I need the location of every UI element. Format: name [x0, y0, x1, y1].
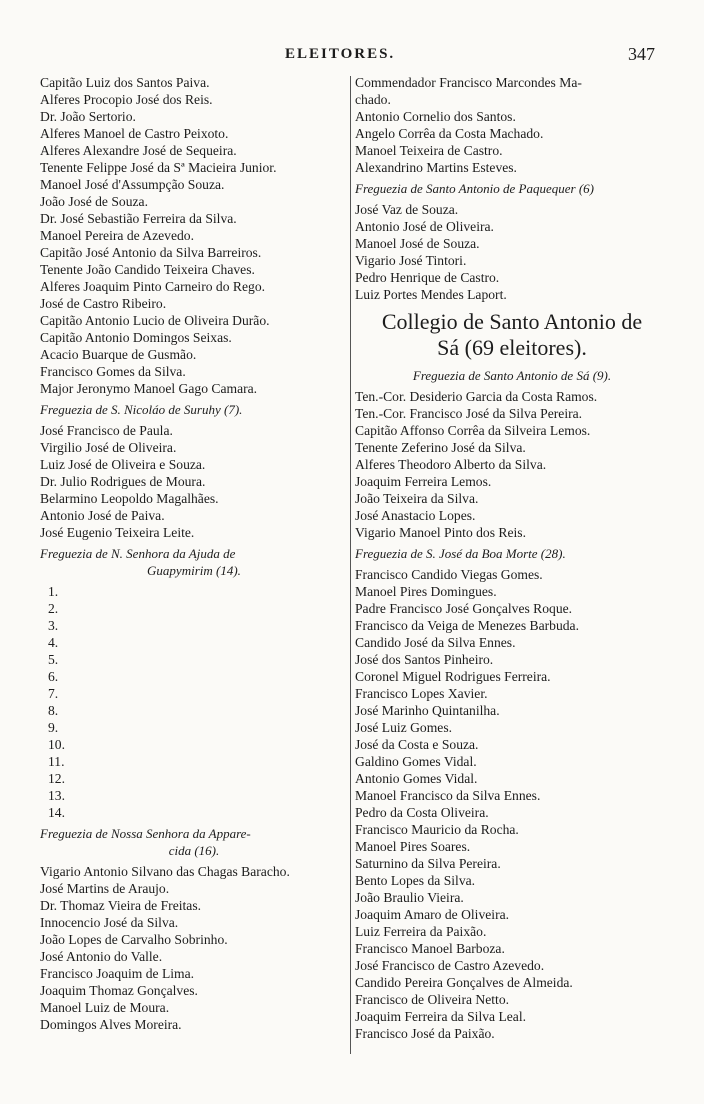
elector-name: Dr. João Sertorio.: [40, 109, 136, 124]
elector-name: Manoel José d'Assumpção Souza.: [40, 177, 225, 192]
college-title-line: Collegio de Santo Antonio de: [381, 309, 643, 334]
elector-name: Galdino Gomes Vidal.: [355, 754, 477, 769]
elector-name: João Braulio Vieira.: [355, 890, 464, 905]
elector-name: Capitão Antonio Lucio de Oliveira Durão.: [40, 313, 270, 328]
entry-number: 1.: [48, 584, 59, 599]
elector-name: Antonio Gomes Vidal.: [355, 771, 478, 786]
elector-name: Candido Pereira Gonçalves de Almeida.: [355, 975, 573, 990]
elector-list: [40, 74, 348, 397]
elector-name: Luiz José de Oliveira e Souza.: [40, 457, 206, 472]
elector-name: Major Jeronymo Manoel Gago Camara.: [40, 381, 258, 396]
elector-name: Virgilio José de Oliveira.: [40, 440, 177, 455]
entry-number: 10.: [48, 737, 65, 752]
elector-name: Saturnino da Silva Pereira.: [355, 856, 501, 871]
elector-name: José Francisco de Paula.: [40, 423, 173, 438]
elector-name: João José de Souza.: [40, 194, 148, 209]
elector-name: Francisco Mauricio da Rocha.: [355, 822, 519, 837]
elector-name: José da Costa e Souza.: [355, 737, 479, 752]
elector-name: João Lopes de Carvalho Sobrinho.: [40, 932, 228, 947]
elector-name: Joaquim Thomaz Gonçalves.: [40, 983, 198, 998]
entry-number: 6.: [48, 669, 59, 684]
elector-name: José Marinho Quintanilha.: [355, 703, 500, 718]
college-title: [355, 309, 669, 361]
elector-name: Francisco de Oliveira Netto.: [355, 992, 510, 1007]
entry-number: 7.: [48, 686, 59, 701]
elector-name: Domingos Alves Moreira.: [40, 1017, 182, 1032]
elector-name: Manoel Luiz de Moura.: [40, 1000, 170, 1015]
elector-name: Luiz Ferreira da Paixão.: [355, 924, 487, 939]
entry-number: 8.: [48, 703, 59, 718]
elector-name: Antonio José de Oliveira.: [355, 219, 494, 234]
elector-name: Manoel Francisco da Silva Ennes.: [355, 788, 541, 803]
elector-name: Joaquim Ferreira Lemos.: [355, 474, 492, 489]
elector-name: José Luiz Gomes.: [355, 720, 453, 735]
elector-list: [355, 566, 669, 1042]
elector-name: Padre Francisco José Gonçalves Roque.: [355, 601, 573, 616]
elector-name: Dr. Thomaz Vieira de Freitas.: [40, 898, 202, 913]
elector-list: [355, 74, 669, 176]
elector-name: Vigario José Tintori.: [355, 253, 467, 268]
elector-name: Bento Lopes da Silva.: [355, 873, 476, 888]
elector-name: Dr. José Sebastião Ferreira da Silva.: [40, 211, 237, 226]
elector-name: Vigario Antonio Silvano das Chagas Baracho.: [40, 864, 290, 879]
elector-name: Luiz Portes Mendes Laport.: [355, 287, 507, 302]
elector-list: [355, 201, 669, 303]
elector-name: Capitão José Antonio da Silva Barreiros.: [40, 245, 262, 260]
entry-number: 9.: [48, 720, 59, 735]
elector-name: Francisco Manoel Barboza.: [355, 941, 505, 956]
column-divider: [350, 76, 351, 1054]
elector-name: Francisco José da Paixão.: [355, 1026, 495, 1041]
elector-name: Francisco Candido Viegas Gomes.: [355, 567, 543, 582]
college-title-line: Sá (69 eleitores).: [437, 335, 587, 360]
elector-name: Ten.-Cor. Desiderio Garcia da Costa Ramos.: [355, 389, 598, 404]
elector-name: Angelo Corrêa da Costa Machado.: [355, 126, 544, 141]
elector-name: Capitão Antonio Domingos Seixas.: [40, 330, 232, 345]
elector-name: Alferes Alexandre José de Sequeira.: [40, 143, 237, 158]
entry-number: 5.: [48, 652, 59, 667]
entry-number: 12.: [48, 771, 65, 786]
parish-heading-line: Freguezia de Nossa Senhora da Appare-: [40, 826, 251, 841]
page-title: ELEITORES.: [285, 46, 396, 62]
elector-name: Francisco Joaquim de Lima.: [40, 966, 195, 981]
parish-heading: [40, 545, 348, 579]
elector-name: José dos Santos Pinheiro.: [355, 652, 494, 667]
parish-heading: Freguezia de Santo Antonio de Sá (9).: [412, 368, 612, 383]
entry-number: 4.: [48, 635, 59, 650]
elector-name: Manoel Pereira de Azevedo.: [40, 228, 194, 243]
elector-name: Acacio Buarque de Gusmão.: [40, 347, 197, 362]
entry-number: 13.: [48, 788, 65, 803]
elector-name: Manoel Pires Domingues.: [355, 584, 497, 599]
entry-number: 2.: [48, 601, 59, 616]
parish-heading-line: Guapymirim (14).: [147, 563, 241, 578]
elector-name: Dr. Julio Rodrigues de Moura.: [40, 474, 206, 489]
parish-heading: Freguezia de S. Nicoláo de Suruhy (7).: [40, 402, 243, 417]
elector-name: Innocencio José da Silva.: [40, 915, 179, 930]
entry-number: 3.: [48, 618, 59, 633]
elector-name: Tenente João Candido Teixeira Chaves.: [40, 262, 255, 277]
elector-name: Ten.-Cor. Francisco José da Silva Pereira.: [355, 406, 583, 421]
elector-name: José Antonio do Valle.: [40, 949, 163, 964]
entry-number: 14.: [48, 805, 65, 820]
elector-name: Francisco da Veiga de Menezes Barbuda.: [355, 618, 579, 633]
elector-name: Alferes Joaquim Pinto Carneiro do Rego.: [40, 279, 266, 294]
entry-number: 11.: [48, 754, 65, 769]
elector-list: [40, 422, 348, 541]
elector-list: [355, 388, 669, 541]
elector-name: Joaquim Ferreira da Silva Leal.: [355, 1009, 526, 1024]
page-number: 347: [628, 44, 655, 64]
elector-name: José Francisco de Castro Azevedo.: [355, 958, 545, 973]
elector-name: Antonio José de Paiva.: [40, 508, 165, 523]
parish-heading: [40, 825, 348, 859]
page-header: [0, 46, 704, 68]
elector-name: Joaquim Amaro de Oliveira.: [355, 907, 510, 922]
elector-name: Candido José da Silva Ennes.: [355, 635, 516, 650]
parish-heading-line: cida (16).: [168, 843, 220, 858]
elector-name: José Vaz de Souza.: [355, 202, 459, 217]
elector-name: Commendador Francisco Marcondes Ma-: [355, 75, 582, 90]
elector-name: Antonio Cornelio dos Santos.: [355, 109, 516, 124]
elector-name: Manoel Teixeira de Castro.: [355, 143, 503, 158]
elector-name: Coronel Miguel Rodrigues Ferreira.: [355, 669, 551, 684]
left-column: [40, 74, 348, 1033]
number-list: [40, 583, 348, 821]
right-column: [355, 74, 669, 1042]
parish-heading: Freguezia de Santo Antonio de Paquequer (6): [355, 181, 595, 196]
elector-list: [40, 863, 348, 1033]
elector-name: Alferes Manoel de Castro Peixoto.: [40, 126, 229, 141]
elector-name: chado.: [355, 92, 391, 107]
elector-name: João Teixeira da Silva.: [355, 491, 479, 506]
elector-name: Pedro Henrique de Castro.: [355, 270, 500, 285]
elector-name: José Anastacio Lopes.: [355, 508, 476, 523]
parish-heading-line: Freguezia de N. Senhora da Ajuda de: [40, 546, 236, 561]
elector-name: Francisco Gomes da Silva.: [40, 364, 186, 379]
elector-name: Manoel Pires Soares.: [355, 839, 471, 854]
elector-name: Pedro da Costa Oliveira.: [355, 805, 489, 820]
elector-name: Manoel José de Souza.: [355, 236, 480, 251]
elector-name: Vigario Manoel Pinto dos Reis.: [355, 525, 526, 540]
elector-name: Belarmino Leopoldo Magalhães.: [40, 491, 219, 506]
elector-name: José Martins de Araujo.: [40, 881, 170, 896]
elector-name: José de Castro Ribeiro.: [40, 296, 167, 311]
elector-name: Francisco Lopes Xavier.: [355, 686, 488, 701]
elector-name: Tenente Felippe José da Sª Macieira Junior.: [40, 160, 277, 175]
elector-name: Alexandrino Martins Esteves.: [355, 160, 517, 175]
elector-name: Capitão Affonso Corrêa da Silveira Lemos.: [355, 423, 591, 438]
elector-name: José Eugenio Teixeira Leite.: [40, 525, 195, 540]
elector-name: Tenente Zeferino José da Silva.: [355, 440, 526, 455]
parish-heading: Freguezia de S. José da Boa Morte (28).: [355, 546, 566, 561]
elector-name: Alferes Procopio José dos Reis.: [40, 92, 213, 107]
elector-name: Capitão Luiz dos Santos Paiva.: [40, 75, 210, 90]
elector-name: Alferes Theodoro Alberto da Silva.: [355, 457, 547, 472]
